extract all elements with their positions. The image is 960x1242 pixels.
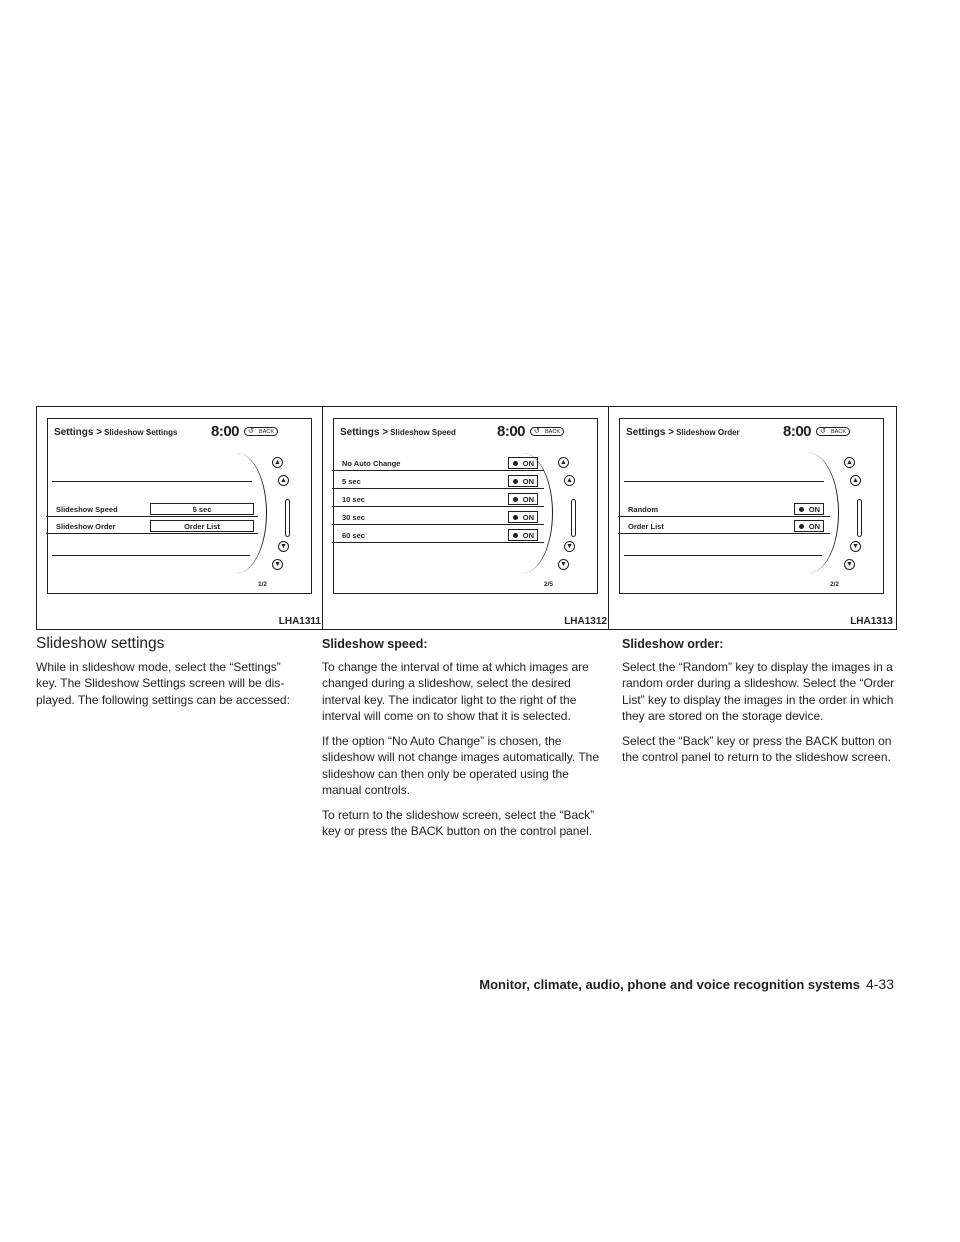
paragraph: To change the interval of time at which images are changed during a slideshow, select the desired interval key. The indicator light to the right of the interval will come on to show that it is selected. <box>322 659 589 723</box>
page-indicator: 2/5 <box>543 581 553 588</box>
on-indicator: ON <box>794 520 824 532</box>
divider <box>618 533 830 534</box>
item-label: 10 sec <box>342 495 365 504</box>
list-item[interactable] <box>54 501 258 517</box>
figure-slideshow-speed <box>322 406 611 630</box>
screen-header <box>626 427 740 438</box>
item-label: Random <box>628 505 658 514</box>
page-number: 4-33 <box>865 976 894 992</box>
settings-label: Settings > <box>54 427 103 438</box>
scroll-up-icon[interactable]: ▲ <box>564 475 575 486</box>
divider <box>332 506 544 507</box>
chapter-title: Monitor, climate, audio, phone and voice recognition systems <box>479 977 860 992</box>
scroll-bottom-icon[interactable]: ▼ <box>844 559 855 570</box>
item-label: Slideshow Order <box>56 522 116 531</box>
figure-slideshow-settings <box>36 406 325 630</box>
on-indicator: ON <box>508 457 538 469</box>
breadcrumb: Slideshow Settings <box>104 428 178 437</box>
section-heading: Slideshow speed: <box>322 637 428 651</box>
scroll-top-icon[interactable]: ▲ <box>844 457 855 468</box>
divider <box>624 555 822 556</box>
screen-display <box>333 418 598 594</box>
scrollbar[interactable] <box>571 499 576 537</box>
scroll-up-icon[interactable]: ▲ <box>278 475 289 486</box>
on-indicator: ON <box>508 493 538 505</box>
divider <box>46 533 258 534</box>
item-label: 30 sec <box>342 513 365 522</box>
list-item[interactable] <box>340 527 544 543</box>
screen-header <box>54 427 177 438</box>
scrollbar[interactable] <box>857 499 862 537</box>
figure-slideshow-order <box>608 406 897 630</box>
scroll-bottom-icon[interactable]: ▼ <box>558 559 569 570</box>
scroll-down-icon[interactable]: ▼ <box>564 541 575 552</box>
paragraph: While in slideshow mode, select the “Settings” key. The Slideshow Settings screen will be dis-played. The following settings can be accessed: <box>36 659 290 707</box>
clock: 8:00 <box>497 423 526 440</box>
column-slideshow-settings <box>36 636 298 716</box>
column-slideshow-speed <box>322 636 602 848</box>
scroll-top-icon[interactable]: ▲ <box>558 457 569 468</box>
scroll-top-icon[interactable]: ▲ <box>272 457 283 468</box>
list-item[interactable] <box>626 518 830 534</box>
divider <box>332 542 544 543</box>
scrollbar[interactable] <box>285 499 290 537</box>
scroll-down-icon[interactable]: ▼ <box>278 541 289 552</box>
list-item[interactable] <box>54 518 258 534</box>
breadcrumb: Slideshow Order <box>676 428 740 437</box>
paragraph: If the option “No Auto Change” is chosen, the slideshow will not change images automatically. The slideshow can then only be operated using the manual controls. <box>322 733 600 797</box>
figure-code: LHA1312 <box>564 616 607 627</box>
divider <box>332 470 544 471</box>
item-label: No Auto Change <box>342 459 401 468</box>
section-heading: Slideshow settings <box>36 635 165 652</box>
divider <box>618 516 830 517</box>
scroll-down-icon[interactable]: ▼ <box>850 541 861 552</box>
on-indicator: ON <box>508 529 538 541</box>
clock: 8:00 <box>783 423 812 440</box>
item-label: 60 sec <box>342 531 365 540</box>
paragraph: To return to the slideshow screen, select the “Back” key or press the BACK button on the control panel. <box>322 807 595 838</box>
page-indicator: 1/2 <box>257 581 267 588</box>
settings-label: Settings > <box>340 427 389 438</box>
list-item[interactable] <box>626 501 830 517</box>
item-value-box: 5 sec <box>150 503 254 515</box>
page-footer <box>430 976 894 992</box>
list-item[interactable] <box>340 455 544 471</box>
screen-header <box>340 427 456 438</box>
paragraph: Select the “Back” key or press the BACK button on the control panel to return to the slideshow screen. <box>622 733 892 764</box>
page-indicator: 2/2 <box>829 581 839 588</box>
on-indicator: ON <box>508 475 538 487</box>
figure-code: LHA1311 <box>278 616 321 627</box>
screen-display <box>619 418 884 594</box>
back-button[interactable]: ↺ BACK <box>530 427 564 436</box>
on-indicator: ON <box>794 503 824 515</box>
item-label: 5 sec <box>342 477 361 486</box>
back-button[interactable]: ↺ BACK <box>244 427 278 436</box>
divider <box>624 481 824 482</box>
list-item[interactable] <box>340 491 544 507</box>
figure-code: LHA1313 <box>850 616 893 627</box>
item-value-box: Order List <box>150 520 254 532</box>
list-item[interactable] <box>340 509 544 525</box>
breadcrumb: Slideshow Speed <box>390 428 456 437</box>
divider <box>52 481 252 482</box>
divider <box>332 488 544 489</box>
column-slideshow-order <box>622 636 896 774</box>
back-button[interactable]: ↺ BACK <box>816 427 850 436</box>
clock: 8:00 <box>211 423 240 440</box>
screen-display <box>47 418 312 594</box>
item-label: Order List <box>628 522 664 531</box>
on-indicator: ON <box>508 511 538 523</box>
scroll-bottom-icon[interactable]: ▼ <box>272 559 283 570</box>
list-item[interactable] <box>340 473 544 489</box>
settings-label: Settings > <box>626 427 675 438</box>
section-heading: Slideshow order: <box>622 637 724 651</box>
paragraph: Select the “Random” key to display the images in a random order during a slideshow. Select the “Order List” key to display the images in the order in which they are stored on the storage device. <box>622 659 895 723</box>
divider <box>332 524 544 525</box>
scroll-up-icon[interactable]: ▲ <box>850 475 861 486</box>
divider <box>46 516 258 517</box>
item-label: Slideshow Speed <box>56 505 118 514</box>
divider <box>52 555 250 556</box>
